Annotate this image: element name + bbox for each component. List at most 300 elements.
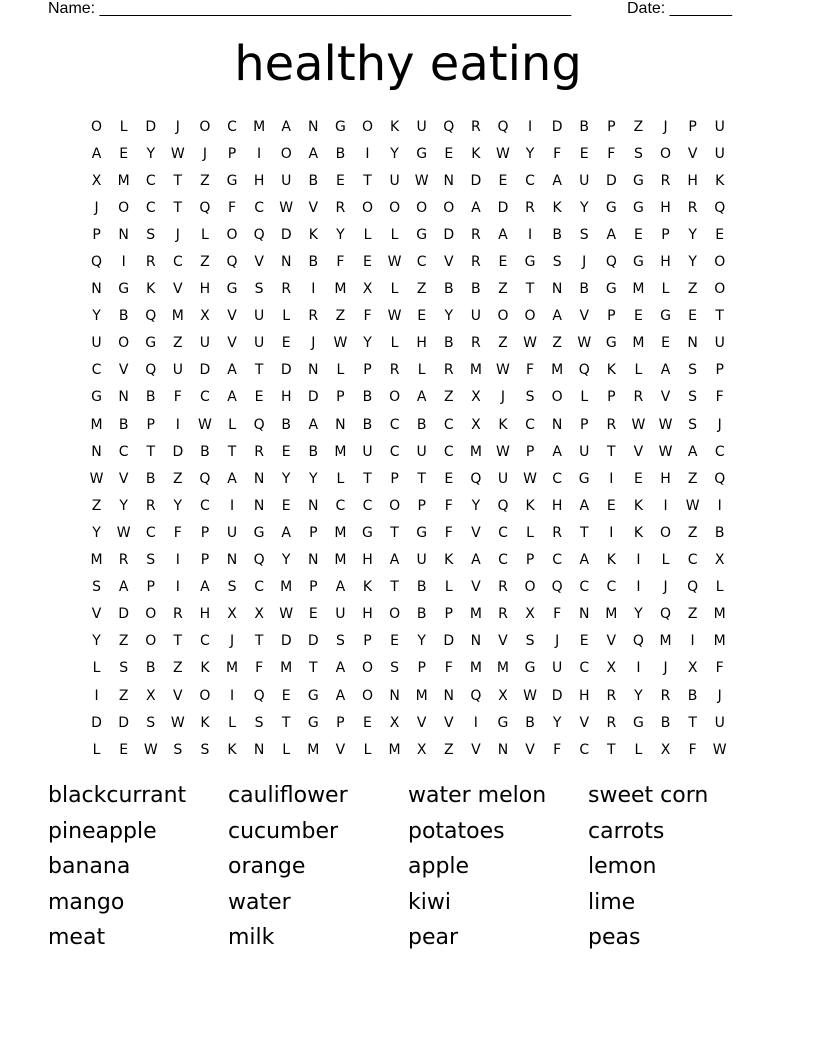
grid-letter: C (172, 254, 183, 271)
grid-letter: E (688, 308, 698, 325)
grid-letter: A (552, 443, 562, 460)
word-list-item: carrots (588, 818, 665, 844)
grid-letter: J (229, 633, 235, 650)
grid-letter: E (633, 308, 643, 325)
grid-letter: M (334, 524, 347, 541)
grid-letter: C (200, 497, 210, 514)
grid-letter: Q (145, 362, 157, 379)
grid-letter: K (552, 199, 562, 216)
grid-letter: V (471, 524, 481, 541)
grid-letter: R (335, 199, 346, 216)
grid-letter: M (334, 552, 347, 569)
grid-letter: T (607, 443, 616, 460)
grid-letter: H (199, 281, 211, 298)
grid-letter: E (281, 335, 291, 352)
grid-letter: G (605, 281, 617, 298)
grid-letter: E (579, 145, 589, 162)
grid-letter: S (173, 741, 183, 758)
grid-letter: U (172, 362, 183, 379)
grid-letter: R (281, 281, 292, 298)
grid-letter: B (200, 443, 210, 460)
grid-letter: C (200, 389, 210, 406)
grid-letter: R (118, 552, 129, 569)
grid-letter: C (389, 443, 400, 460)
grid-letter: U (579, 443, 590, 460)
grid-letter: X (416, 741, 427, 758)
grid-letter: I (609, 470, 614, 487)
grid-letter: S (552, 254, 562, 271)
grid-letter: L (363, 741, 372, 758)
grid-letter: F (444, 497, 453, 514)
grid-letter: E (335, 172, 345, 189)
grid-letter: P (200, 524, 210, 541)
grid-letter: Y (688, 254, 697, 271)
grid-letter: J (500, 389, 506, 406)
grid-letter: Z (118, 633, 129, 650)
grid-letter: B (308, 172, 319, 189)
grid-letter: P (309, 524, 318, 541)
grid-letter: R (498, 579, 508, 596)
grid-letter: B (362, 389, 373, 406)
grid-letter: M (469, 443, 482, 460)
grid-letter: B (579, 118, 590, 135)
grid-letter: Z (498, 281, 508, 298)
grid-letter: V (443, 714, 454, 731)
grid-letter: B (443, 335, 454, 352)
grid-letter: N (551, 281, 563, 298)
grid-letter: I (690, 633, 695, 650)
word-list-item: banana (48, 854, 131, 880)
grid-letter: O (416, 199, 428, 216)
grid-letter: E (606, 497, 616, 514)
grid-letter: B (471, 281, 481, 298)
grid-letter: M (469, 362, 482, 379)
grid-letter: P (336, 389, 345, 406)
grid-letter: J (311, 335, 316, 352)
grid-letter: L (417, 362, 426, 379)
grid-letter: C (606, 579, 617, 596)
grid-letter: B (552, 226, 562, 243)
grid-letter: M (496, 660, 509, 677)
grid-letter: W (89, 470, 104, 487)
grid-letter: N (91, 281, 102, 298)
grid-letter: M (334, 443, 347, 460)
grid-letter: K (498, 416, 508, 433)
grid-letter: C (525, 416, 535, 433)
grid-letter: G (605, 335, 617, 352)
grid-letter: R (498, 606, 508, 623)
grid-letter: L (92, 660, 101, 677)
grid-letter: Q (470, 470, 482, 487)
grid-letter: A (498, 226, 508, 243)
grid-letter: T (688, 714, 697, 731)
grid-letter: I (527, 226, 533, 243)
grid-letter: E (281, 687, 291, 704)
grid-letter: E (579, 633, 589, 650)
grid-letter: O (145, 606, 157, 623)
grid-letter: A (200, 579, 210, 596)
grid-letter: G (334, 118, 346, 135)
grid-letter: R (254, 443, 264, 460)
grid-letter: G (524, 254, 536, 271)
grid-letter: Y (390, 145, 399, 162)
grid-letter: Y (471, 497, 481, 514)
grid-letter: B (308, 443, 319, 460)
grid-letter: I (175, 579, 180, 596)
grid-letter: F (553, 606, 562, 623)
grid-letter: T (173, 172, 183, 189)
grid-letter: R (633, 389, 644, 406)
grid-letter: M (225, 660, 239, 677)
grid-letter: H (578, 687, 590, 704)
grid-letter: L (661, 552, 670, 569)
grid-letter: W (496, 362, 510, 379)
grid-letter: L (390, 335, 399, 352)
word-list-item: water melon (408, 783, 547, 808)
grid-letter: Y (688, 226, 697, 243)
grid-letter: H (362, 606, 373, 623)
grid-letter: W (116, 524, 131, 541)
grid-letter: X (389, 714, 400, 731)
grid-letter: W (658, 443, 673, 460)
grid-letter: X (606, 660, 617, 677)
grid-letter: B (443, 281, 454, 298)
grid-letter: Y (363, 335, 372, 352)
grid-letter: J (175, 226, 180, 243)
grid-letter: G (632, 714, 644, 731)
grid-letter: I (636, 552, 641, 569)
grid-letter: Q (497, 497, 509, 514)
grid-letter: R (470, 226, 481, 243)
grid-letter: E (498, 254, 508, 271)
grid-letter: E (417, 308, 427, 325)
grid-letter: G (307, 687, 319, 704)
grid-letter: M (469, 606, 482, 623)
grid-letter: S (200, 741, 210, 758)
grid-letter: J (717, 416, 722, 433)
grid-letter: Z (335, 308, 346, 325)
grid-letter: J (582, 254, 587, 271)
grid-letter: L (634, 362, 643, 379)
grid-letter: F (715, 389, 724, 406)
grid-letter: Z (687, 470, 698, 487)
word-list-item: cucumber (228, 818, 339, 844)
grid-letter: B (687, 687, 698, 704)
grid-letter: Y (92, 524, 101, 541)
word-list-item: peas (588, 925, 641, 951)
grid-letter: F (553, 145, 562, 162)
grid-letter: O (361, 199, 373, 216)
grid-letter: G (416, 145, 428, 162)
grid-letter: O (389, 497, 401, 514)
grid-letter: P (309, 579, 318, 596)
grid-letter: N (280, 254, 292, 271)
grid-letter: I (636, 660, 641, 677)
grid-letter: W (523, 335, 537, 352)
grid-letter: N (226, 552, 238, 569)
grid-letter: R (606, 416, 617, 433)
grid-letter: O (226, 226, 238, 243)
grid-letter: X (91, 172, 102, 189)
word-list-item: pineapple (48, 818, 157, 844)
grid-letter: E (363, 714, 372, 731)
grid-letter: F (526, 362, 535, 379)
grid-letter: E (254, 389, 264, 406)
grid-letter: O (497, 308, 509, 325)
grid-letter: Z (687, 606, 698, 623)
grid-letter: W (496, 443, 510, 460)
grid-letter: F (227, 199, 237, 216)
grid-letter: B (145, 389, 156, 406)
grid-letter: D (443, 226, 455, 243)
grid-letter: B (281, 416, 291, 433)
grid-letter: W (170, 145, 185, 162)
grid-letter: D (443, 633, 455, 650)
grid-letter: R (145, 497, 156, 514)
grid-letter: Q (714, 470, 726, 487)
grid-letter: M (171, 308, 184, 325)
grid-letter: A (281, 118, 291, 135)
grid-letter: M (605, 606, 618, 623)
grid-letter: X (200, 308, 210, 325)
name-field: Name: _____________________________________________________ (48, 0, 572, 17)
grid-letter: T (309, 660, 318, 677)
grid-letter: V (687, 145, 698, 162)
grid-letter: Z (173, 335, 183, 352)
grid-letter: V (660, 389, 671, 406)
word-list-item: kiwi (408, 889, 451, 915)
grid-letter: O (361, 687, 373, 704)
grid-letter: C (498, 552, 508, 569)
grid-letter: K (525, 497, 535, 514)
grid-letter: V (633, 443, 644, 460)
grid-letter: M (632, 335, 645, 352)
grid-letter: F (553, 741, 562, 758)
grid-letter: A (227, 470, 237, 487)
grid-letter: K (633, 497, 644, 514)
grid-letter: H (660, 254, 671, 271)
grid-letter: W (658, 416, 673, 433)
grid-letter: L (92, 741, 101, 758)
grid-letter: C (145, 199, 156, 216)
grid-letter: Z (173, 660, 183, 677)
grid-letter: N (578, 606, 590, 623)
grid-letter: W (523, 687, 537, 704)
grid-letter: Q (687, 579, 699, 596)
grid-letter: L (228, 714, 236, 731)
grid-letter: W (170, 714, 185, 731)
grid-letter: Q (91, 254, 103, 271)
grid-letter: T (390, 524, 399, 541)
grid-letter: P (688, 118, 697, 135)
grid-letter: W (333, 335, 348, 352)
grid-letter: P (661, 226, 670, 243)
grid-letter: S (633, 145, 643, 162)
grid-letter: H (660, 470, 671, 487)
grid-letter: W (387, 254, 402, 271)
grid-letter: K (146, 281, 156, 298)
grid-letter: A (389, 552, 400, 569)
word-list-item: sweet corn (588, 783, 709, 808)
grid-letter: Y (92, 633, 101, 650)
grid-letter: F (173, 389, 182, 406)
grid-letter: S (688, 362, 698, 379)
grid-letter: P (607, 118, 616, 135)
grid-letter: M (280, 579, 293, 596)
grid-letter: G (226, 281, 238, 298)
grid-letter: A (308, 416, 319, 433)
grid-letter: Y (552, 714, 562, 731)
grid-letter: B (145, 470, 156, 487)
grid-letter: R (172, 606, 183, 623)
grid-letter: D (497, 199, 509, 216)
grid-letter: F (444, 524, 453, 541)
grid-letter: Q (578, 362, 590, 379)
grid-letter: H (280, 389, 292, 406)
grid-letter: D (551, 687, 563, 704)
grid-letter: R (443, 362, 454, 379)
grid-letter: O (389, 606, 401, 623)
grid-letter: P (200, 552, 210, 569)
grid-letter: K (200, 714, 210, 731)
grid-letter: U (335, 606, 346, 623)
grid-letter: I (94, 687, 99, 704)
grid-letter: V (579, 714, 590, 731)
grid-letter: Z (118, 687, 129, 704)
grid-letter: D (199, 362, 211, 379)
grid-letter: O (118, 199, 130, 216)
grid-letter: Y (417, 633, 426, 650)
grid-letter: Q (443, 118, 455, 135)
grid-letter: G (91, 389, 102, 406)
grid-letter: G (253, 524, 265, 541)
grid-letter: L (390, 226, 399, 243)
grid-letter: P (363, 633, 372, 650)
grid-letter: N (308, 497, 319, 514)
grid-letter: G (578, 470, 590, 487)
grid-letter: A (308, 145, 319, 162)
puzzle-title: healthy eating (234, 36, 582, 92)
grid-letter: J (663, 660, 668, 677)
grid-letter: X (687, 660, 698, 677)
grid-letter: Y (579, 199, 589, 216)
grid-letter: Z (552, 335, 562, 352)
grid-letter: T (715, 308, 724, 325)
grid-letter: T (607, 741, 616, 758)
grid-letter: C (227, 118, 237, 135)
grid-letter: O (714, 281, 726, 298)
grid-letter: N (308, 118, 319, 135)
grid-letter: U (579, 172, 590, 189)
grid-letter: I (365, 145, 370, 162)
grid-letter: J (175, 118, 180, 135)
grid-letter: B (714, 524, 725, 541)
grid-letter: P (336, 714, 345, 731)
grid-letter: A (552, 172, 562, 189)
grid-letter: K (227, 741, 237, 758)
grid-letter: A (281, 524, 291, 541)
word-list-item: cauliflower (228, 783, 348, 808)
grid-letter: K (715, 172, 725, 189)
grid-letter: S (390, 660, 400, 677)
word-list-item: water (228, 889, 291, 915)
grid-letter: W (279, 606, 294, 623)
grid-letter: H (253, 172, 265, 189)
grid-letter: G (605, 199, 617, 216)
grid-letter: L (580, 389, 589, 406)
grid-letter: Y (281, 470, 291, 487)
grid-letter: N (389, 687, 400, 704)
grid-letter: H (551, 497, 563, 514)
grid-letter: W (712, 741, 727, 758)
grid-letter: V (606, 633, 617, 650)
grid-letter: I (473, 714, 478, 731)
grid-letter: U (552, 660, 563, 677)
grid-letter: K (444, 552, 454, 569)
grid-letter: M (253, 118, 266, 135)
grid-letter: E (390, 633, 399, 650)
grid-letter: Z (687, 524, 698, 541)
grid-letter: J (663, 118, 668, 135)
grid-letter: Q (470, 687, 482, 704)
grid-letter: D (470, 172, 482, 189)
grid-letter: M (334, 281, 347, 298)
grid-letter: P (580, 416, 589, 433)
grid-letter: E (498, 172, 508, 189)
grid-letter: G (226, 172, 238, 189)
word-list-item: blackcurrant (48, 783, 187, 808)
word-list-item: lemon (588, 854, 657, 880)
grid-letter: P (417, 497, 426, 514)
grid-letter: V (227, 335, 237, 352)
grid-letter: V (254, 254, 264, 271)
grid-letter: K (606, 552, 616, 569)
grid-letter: C (687, 552, 698, 569)
grid-letter: Y (146, 145, 156, 162)
grid-letter: G (416, 226, 428, 243)
grid-letter: S (254, 714, 264, 731)
grid-letter: R (308, 308, 319, 325)
grid-letter: C (552, 552, 563, 569)
grid-letter: U (281, 172, 292, 189)
grid-letter: V (471, 579, 481, 596)
grid-letter: D (605, 172, 617, 189)
grid-letter: E (363, 254, 372, 271)
grid-letter: B (145, 660, 156, 677)
grid-letter: E (444, 145, 454, 162)
grid-letter: J (94, 199, 99, 216)
grid-letter: M (90, 416, 103, 433)
grid-letter: Z (200, 254, 210, 271)
grid-letter: U (226, 524, 238, 541)
grid-letter: G (660, 308, 671, 325)
grid-letter: R (470, 118, 481, 135)
grid-letter: T (173, 633, 183, 650)
grid-letter: B (416, 416, 427, 433)
grid-letter: N (470, 633, 482, 650)
grid-letter: J (555, 633, 560, 650)
grid-letter: C (498, 524, 508, 541)
letter-grid (83, 113, 738, 763)
grid-letter: W (387, 308, 402, 325)
grid-letter: U (714, 145, 725, 162)
grid-letter: V (579, 308, 590, 325)
worksheet-header (0, 0, 816, 20)
grid-letter: W (279, 199, 294, 216)
grid-letter: U (714, 335, 725, 352)
grid-letter: Z (200, 172, 210, 189)
grid-letter: T (281, 714, 291, 731)
